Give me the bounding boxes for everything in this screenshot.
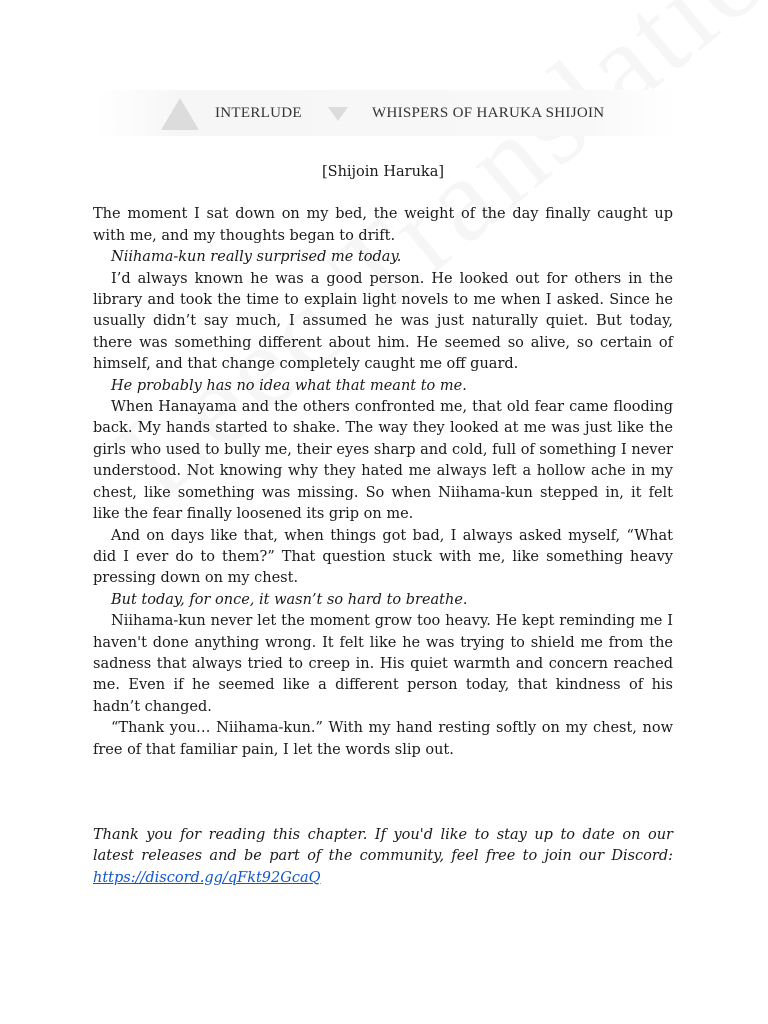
header-section-label: INTERLUDE	[215, 105, 302, 121]
paragraph: When Hanayama and the others confronted me, that old fear came flooding back. My hands started to shake. The way they looked at me was just like the girls who used to bully me, their eyes sharp and cold, full of something I never understood. Not knowing why they hated me always left a hollow ache in my chest, like something was missing. So when Niihama-kun stepped in, it felt like the fear finally loosened its grip on me.	[93, 399, 673, 523]
paragraph: Niihama-kun never let the moment grow too heavy. He kept reminding me I haven't done anything wrong. It felt like he was trying to shield me from the sadness that always tried to creep in. His quiet warmth and concern reached me. Even if he seemed like a different person today, that kindness of his hadn’t changed.	[93, 613, 673, 715]
paragraph: “Thank you… Niihama-kun.” With my hand resting softly on my chest, now free of that familiar pain, I let the words slip out.	[93, 720, 673, 758]
triangle-up-icon	[161, 98, 199, 130]
triangle-down-icon	[328, 107, 348, 121]
footer-note-text: Thank you for reading this chapter. If you'd like to stay up to date on our latest releases and be part of the community, feel free to join our Discord:	[93, 826, 673, 865]
footer-note	[93, 825, 673, 868]
paragraph-thought: But today, for once, it wasn’t so hard to breathe.	[111, 591, 468, 608]
speaker-label: [Shijoin Haruka]	[321, 164, 445, 180]
paragraph: And on days like that, when things got bad, I always asked myself, “What did I ever do to them?” That question stuck with me, like something heavy pressing down on my chest.	[93, 527, 673, 587]
paragraph-thought: He probably has no idea what that meant to me.	[111, 377, 467, 394]
paragraph: The moment I sat down on my bed, the weight of the day finally caught up with me, and my thoughts began to drift.	[93, 206, 673, 244]
paragraph: I’d always known he was a good person. He looked out for others in the library and took the time to explain light novels to me when I asked. Since he usually didn’t say much, I assumed he was just naturally quiet. But today, there was something different about him. He seemed so alive, so certain of himself, and that change completely caught me off guard.	[93, 270, 673, 373]
header-chapter-title: WHISPERS OF HARUKA SHIJOIN	[372, 105, 605, 121]
chapter-body	[93, 162, 673, 889]
discord-link[interactable]: https://discord.gg/qFkt92GcaQ	[93, 869, 321, 886]
paragraph-thought: Niihama-kun really surprised me today.	[111, 249, 402, 266]
